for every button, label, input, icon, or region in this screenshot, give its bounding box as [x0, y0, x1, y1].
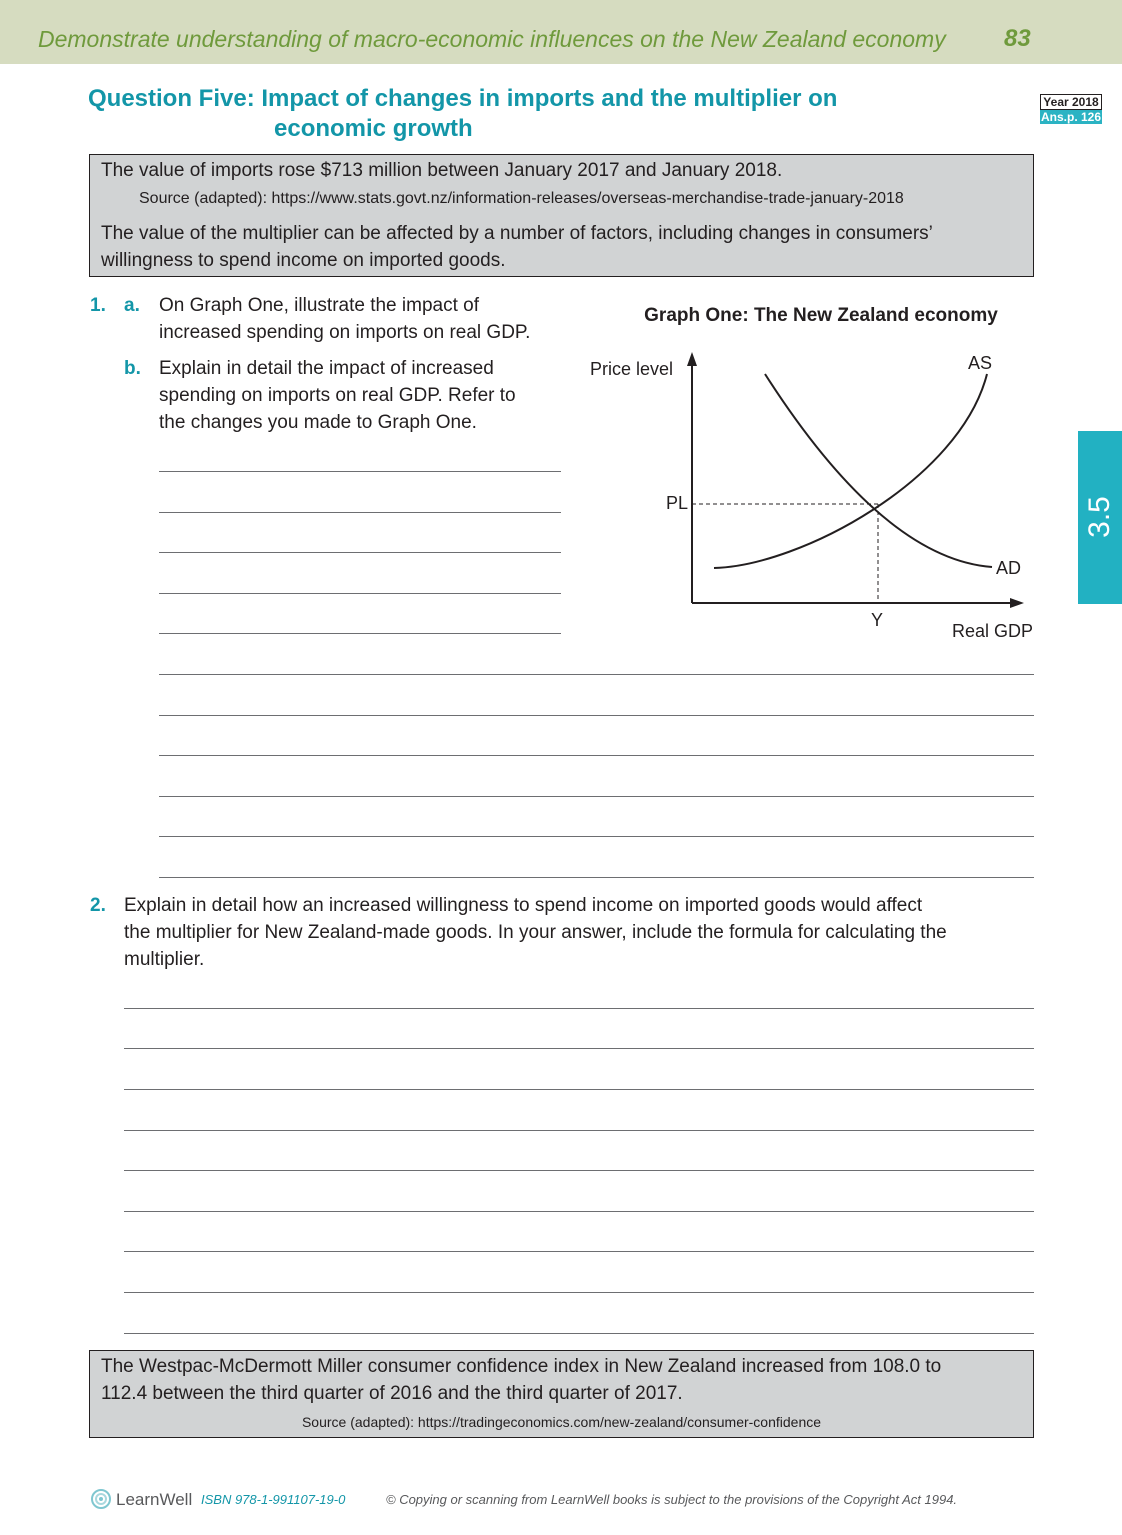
footer-isbn: ISBN 978-1-991107-19-0	[201, 1492, 346, 1507]
x-axis-label: Real GDP	[952, 621, 1034, 641]
answer-line[interactable]	[124, 1292, 1034, 1293]
footer-copyright: © Copying or scanning from LearnWell books is subject to the provisions of the Copyright Act 1994.	[386, 1492, 958, 1507]
resource-source: Source (adapted): https://www.stats.govt.nz/information-releases/overseas-merchandise-trade-january-2018	[139, 190, 904, 207]
answer-line[interactable]	[124, 1089, 1034, 1090]
answer-line[interactable]	[124, 1251, 1034, 1252]
footer	[90, 1488, 1040, 1512]
page-number: 83	[1004, 25, 1031, 52]
q1b-line: the changes you made to Graph One.	[159, 412, 477, 433]
answer-line[interactable]	[124, 1008, 1034, 1009]
q1b-line: Explain in detail the impact of increased	[159, 358, 494, 379]
ad-label: AD	[996, 558, 1022, 578]
resource-line: 112.4 between the third quarter of 2016 and the third quarter of 2017.	[101, 1383, 683, 1404]
resource-line: The value of imports rose $713 million between January 2017 and January 2018.	[101, 160, 783, 181]
answer-line[interactable]	[159, 796, 1034, 797]
q1a-line: increased spending on imports on real GDP.	[159, 322, 531, 343]
answer-line[interactable]	[159, 836, 1034, 837]
answer-line[interactable]	[124, 1211, 1034, 1212]
learnwell-logo-icon	[90, 1488, 112, 1510]
as-curve	[714, 374, 987, 568]
header-title: Demonstrate understanding of macro-economic influences on the New Zealand economy	[38, 26, 946, 52]
answer-line[interactable]	[124, 1333, 1034, 1334]
q2-line: Explain in detail how an increased willingness to spend income on imported goods would affect	[124, 895, 923, 916]
q2-line: multiplier.	[124, 949, 205, 970]
y-axis-arrow-icon	[687, 352, 697, 366]
as-label: AS	[968, 353, 993, 373]
y-label: Y	[871, 610, 884, 630]
x-axis-arrow-icon	[1010, 598, 1024, 608]
resource-line: The value of the multiplier can be affected by a number of factors, including changes in consumers’	[101, 223, 933, 244]
section-tab-label: 3.5	[1083, 496, 1116, 538]
q2-text	[124, 892, 947, 973]
answer-line[interactable]	[159, 715, 1034, 716]
answer-line[interactable]	[124, 1130, 1034, 1131]
answer-line[interactable]	[124, 1048, 1034, 1049]
badge-answer-page: Ans.p. 126	[1040, 110, 1102, 124]
answer-line[interactable]	[159, 877, 1034, 878]
q1a-label: a.	[124, 295, 140, 316]
q1b-label: b.	[124, 358, 141, 379]
answer-line[interactable]	[159, 755, 1034, 756]
q1b-line: spending on imports on real GDP. Refer to	[159, 385, 516, 406]
resource-line: willingness to spend income on imported goods.	[101, 250, 506, 271]
graph-one[interactable]	[0, 0, 1122, 660]
badge-year: Year 2018	[1040, 94, 1102, 110]
question-title-line1: Question Five: Impact of changes in imports and the multiplier on	[88, 85, 838, 112]
q1a-line: On Graph One, illustrate the impact of	[159, 295, 479, 316]
resource-box-confidence	[89, 1350, 1034, 1438]
answer-line[interactable]	[124, 1170, 1034, 1171]
resource-source: Source (adapted): https://tradingeconomics.com/new-zealand/consumer-confidence	[301, 1414, 822, 1430]
y-axis-label: Price level	[590, 359, 674, 379]
ad-curve	[765, 374, 992, 567]
q2-line: the multiplier for New Zealand-made goods. In your answer, include the formula for calculating the	[124, 922, 947, 943]
answer-line[interactable]	[159, 674, 1034, 675]
resource-line: The Westpac-McDermott Miller consumer confidence index in New Zealand increased from 108.0 to	[101, 1356, 942, 1377]
pl-label: PL	[666, 493, 689, 513]
question-title-line2: economic growth	[274, 115, 473, 142]
footer-brand: LearnWell	[116, 1490, 193, 1509]
q2-number: 2.	[90, 895, 106, 916]
graph-title: Graph One: The New Zealand economy	[644, 305, 998, 326]
q1-number: 1.	[90, 295, 106, 316]
